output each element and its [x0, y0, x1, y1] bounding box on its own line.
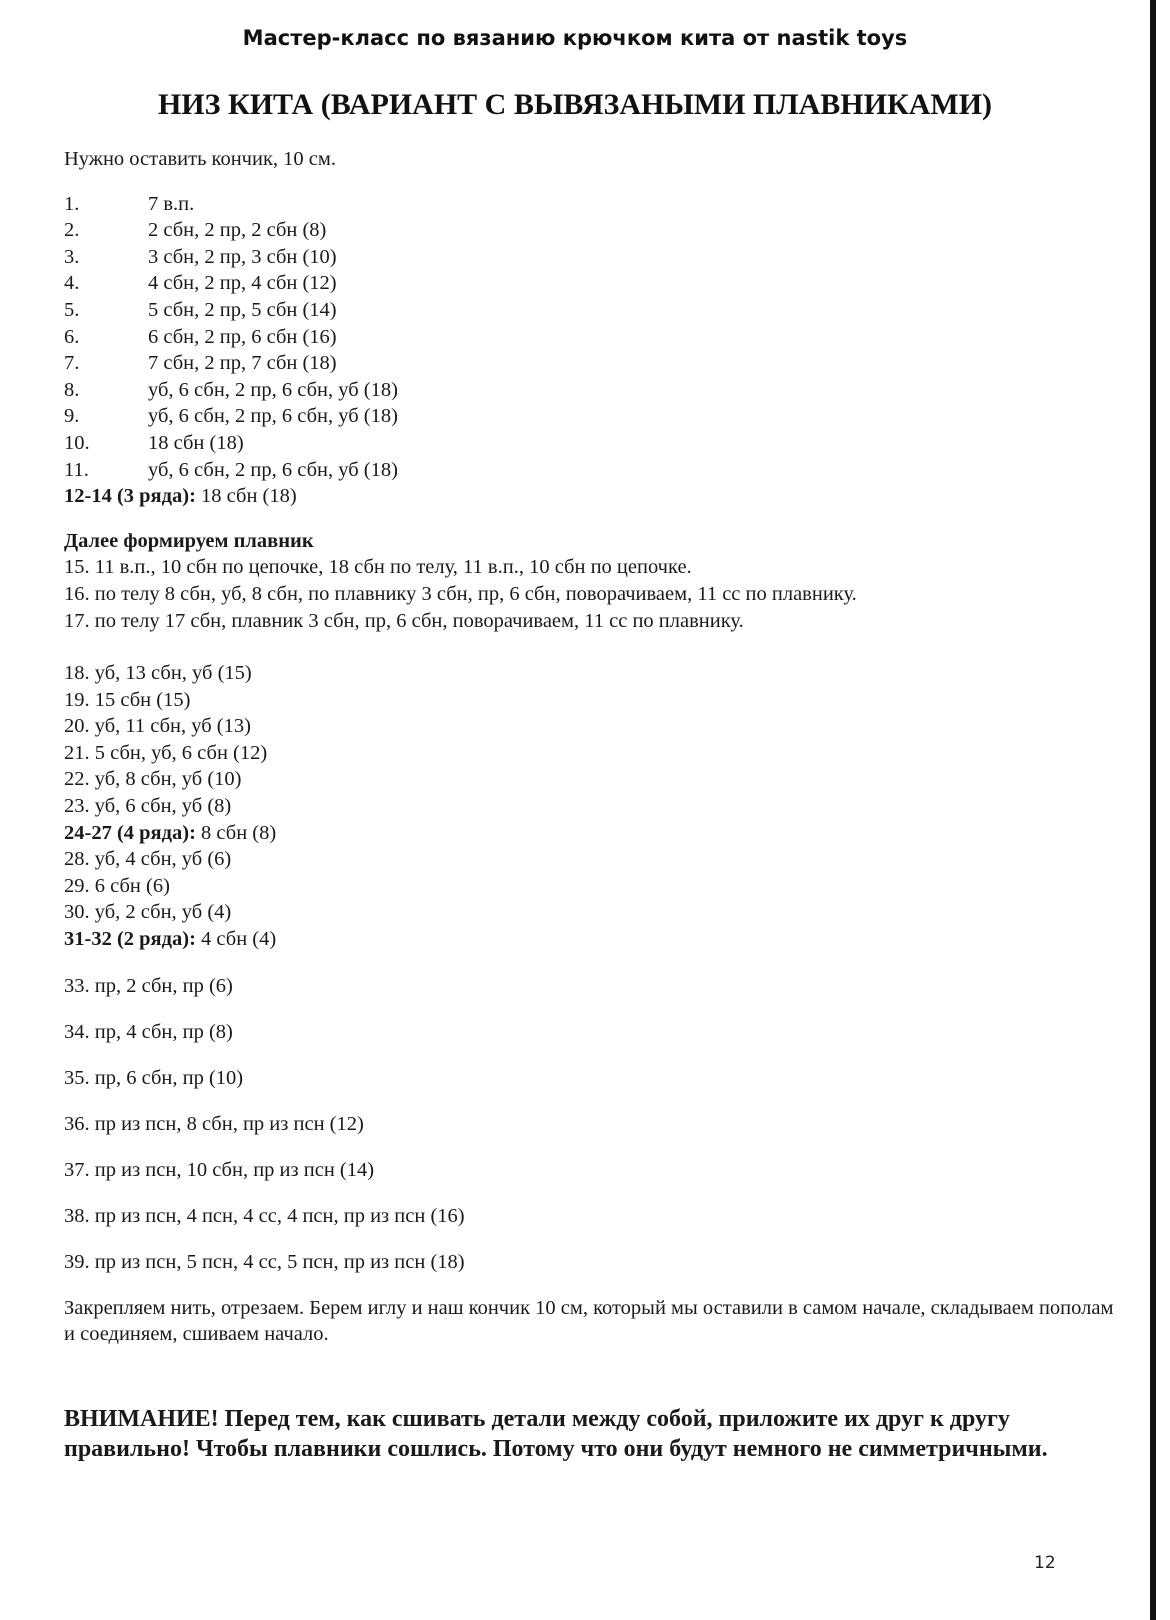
list-item: 4. 4 сбн, 2 пр, 4 сбн (12)	[64, 272, 337, 295]
list-item: 37. пр из псн, 10 сбн, пр из псн (14)	[64, 1158, 375, 1181]
list-item: 15. 11 в.п., 10 сбн по цепочке, 18 сбн по телу, 11 в.п., 10 сбн по цепочке.	[64, 556, 692, 579]
list-item: 21. 5 сбн, уб, 6 сбн (12)	[64, 741, 268, 764]
list-item: 23. уб, 6 сбн, уб (8)	[64, 795, 232, 818]
list-item: 22. уб, 8 сбн, уб (10)	[64, 768, 242, 791]
intro-text: Нужно оставить кончик, 10 см.	[64, 148, 336, 170]
list-item: 9. уб, 6 сбн, 2 пр, 6 сбн, уб (18)	[64, 405, 398, 428]
list-item: 20. уб, 11 сбн, уб (13)	[64, 715, 251, 738]
list-item: 16. по телу 8 сбн, уб, 8 сбн, по плавнику 3 сбн, пр, 6 сбн, поворачиваем, 11 сс по плавнику.	[64, 582, 857, 605]
list-item: 34. пр, 4 сбн, пр (8)	[64, 1020, 233, 1043]
list-item: 30. уб, 2 сбн, уб (4)	[64, 901, 232, 924]
numbered-rows-list	[64, 191, 1124, 484]
warning-paragraph: ВНИМАНИЕ! Перед тем, как сшивать детали между собой, приложите их друг к другу правильно! Чтобы плавники сошлись. Потому что они будут немного не симметричными.	[64, 1405, 1048, 1463]
closing-paragraph: Закрепляем нить, отрезаем. Берем иглу и наш кончик 10 см, который мы оставили в самом начале, складываем пополам и соединяем, сшиваем начало.	[64, 1296, 1114, 1346]
list-item: 5. 5 сбн, 2 пр, 5 сбн (14)	[64, 298, 337, 321]
page-number: 12	[1034, 1553, 1056, 1573]
list-item: 3. 3 сбн, 2 пр, 3 сбн (10)	[64, 245, 337, 268]
list-item: 8. уб, 6 сбн, 2 пр, 6 сбн, уб (18)	[64, 378, 398, 401]
list-item: 18. уб, 13 сбн, уб (15)	[64, 662, 252, 685]
page-header: Мастер-класс по вязанию крючком кита от nastik toys	[242, 26, 908, 50]
row-24-27: 24-27 (4 ряда): 8 сбн (8)	[64, 821, 277, 844]
list-item: 36. пр из псн, 8 сбн, пр из псн (12)	[64, 1112, 364, 1135]
fin-heading: Далее формируем плавник	[64, 529, 314, 552]
document-body	[64, 146, 1124, 1465]
page-title: НИЗ КИТА (ВАРИАНТ С ВЫВЯЗАНЫМИ ПЛАВНИКАМИ)	[157, 88, 993, 121]
list-item: 35. пр, 6 сбн, пр (10)	[64, 1066, 244, 1089]
list-item: 7. 7 сбн, 2 пр, 7 сбн (18)	[64, 352, 337, 375]
list-item: 6. 6 сбн, 2 пр, 6 сбн (16)	[64, 325, 337, 348]
list-item: 38. пр из псн, 4 псн, 4 сс, 4 псн, пр из псн (16)	[64, 1204, 465, 1227]
list-item: 11. уб, 6 сбн, 2 пр, 6 сбн, уб (18)	[64, 458, 398, 481]
row-31-32: 31-32 (2 ряда): 4 сбн (4)	[64, 928, 277, 951]
list-item: 17. по телу 17 сбн, плавник 3 сбн, пр, 6 сбн, поворачиваем, 11 сс по плавнику.	[64, 609, 744, 632]
list-item: 1. 7 в.п.	[64, 192, 195, 215]
list-item: 2. 2 сбн, 2 пр, 2 сбн (8)	[64, 219, 327, 242]
list-item: 28. уб, 4 сбн, уб (6)	[64, 848, 232, 871]
list-item: 19. 15 сбн (15)	[64, 688, 191, 711]
list-item: 29. 6 сбн (6)	[64, 874, 170, 897]
list-item: 39. пр из псн, 5 псн, 4 сс, 5 псн, пр из псн (18)	[64, 1250, 465, 1273]
list-item: 10. 18 сбн (18)	[64, 431, 244, 454]
list-item: 33. пр, 2 сбн, пр (6)	[64, 974, 233, 997]
row-12-14: 12-14 (3 ряда): 18 сбн (18)	[64, 485, 297, 508]
